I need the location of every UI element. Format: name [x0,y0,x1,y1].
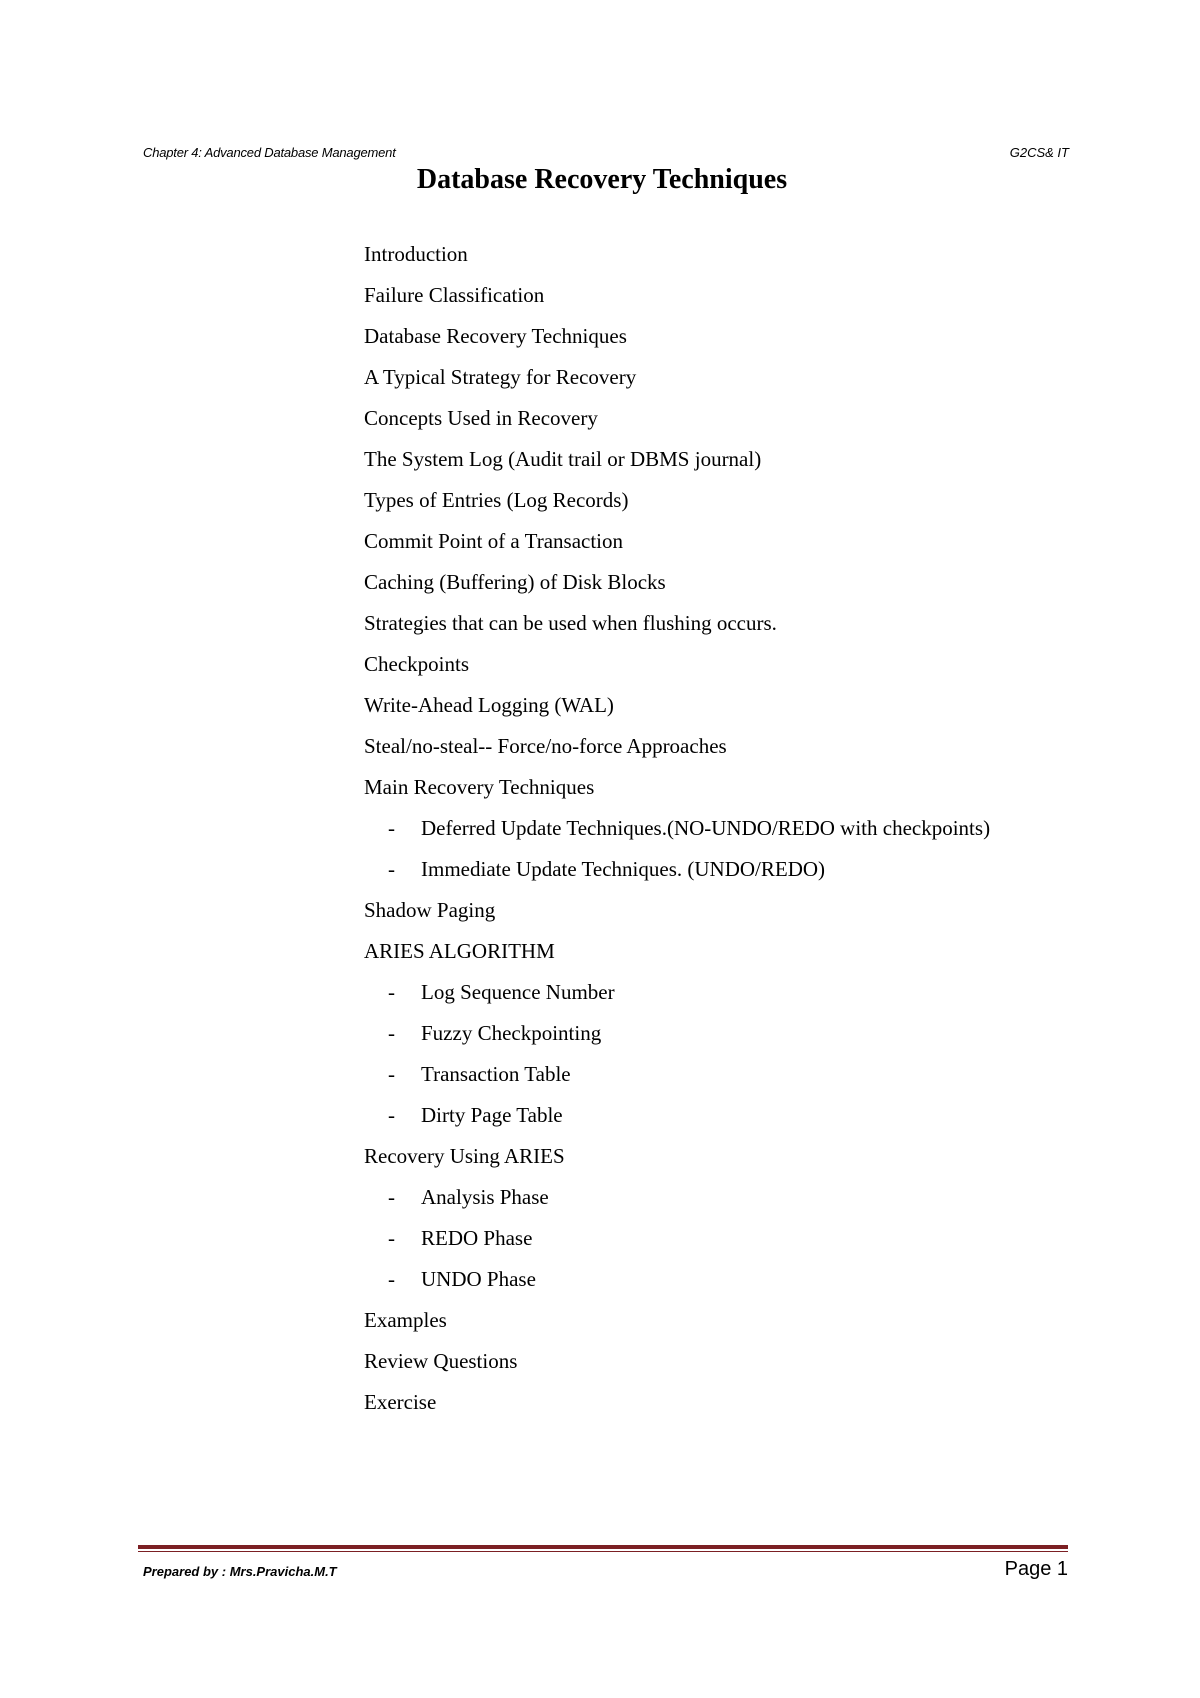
bullet-dash: - [388,1103,395,1127]
toc-item-text: Examples [364,1308,447,1332]
toc-subitem [364,976,990,1017]
toc-item [364,771,990,812]
toc-item-text: Types of Entries (Log Records) [364,488,629,512]
toc-subitem [364,1017,990,1058]
document-title: Database Recovery Techniques [416,164,788,195]
toc-item [364,1345,990,1386]
toc-item [364,1304,990,1345]
bullet-dash: - [388,1021,395,1045]
toc-item [364,484,990,525]
toc-item [364,1140,990,1181]
toc-item [364,361,990,402]
toc-item-text: Recovery Using ARIES [364,1144,565,1168]
toc-item [364,566,990,607]
toc-item [364,402,990,443]
toc-item-text: The System Log (Audit trail or DBMS journal) [364,447,762,471]
toc-item [364,648,990,689]
toc-item-text: A Typical Strategy for Recovery [364,365,637,389]
toc-item-text: REDO Phase [421,1226,533,1250]
toc-item-text: Database Recovery Techniques [364,324,627,348]
toc-subitem [364,1222,990,1263]
bullet-dash: - [388,1185,395,1209]
table-of-contents [364,238,990,1427]
toc-item-text: Transaction Table [421,1062,571,1086]
toc-item-text: Checkpoints [364,652,469,676]
toc-item [364,935,990,976]
toc-item [364,689,990,730]
toc-item-text: Immediate Update Techniques. (UNDO/REDO) [421,857,826,881]
toc-item-text: ARIES ALGORITHM [364,939,555,963]
toc-item-text: Commit Point of a Transaction [364,529,624,553]
toc-item-text: UNDO Phase [421,1267,536,1291]
toc-item-text: Exercise [364,1390,437,1414]
toc-item-text: Steal/no-steal-- Force/no-force Approaches [364,734,727,758]
toc-item [364,730,990,771]
bullet-dash: - [388,980,395,1004]
toc-subitem [364,853,990,894]
toc-subitem [364,812,990,853]
toc-item [364,525,990,566]
bullet-dash: - [388,816,395,840]
toc-item-text: Concepts Used in Recovery [364,406,598,430]
toc-item [364,279,990,320]
toc-item [364,607,990,648]
toc-item-text: Write-Ahead Logging (WAL) [364,693,614,717]
toc-subitem [364,1058,990,1099]
bullet-dash: - [388,1226,395,1250]
toc-item [364,894,990,935]
page-header-course: G2CS& IT [1009,145,1069,160]
toc-subitem [364,1263,990,1304]
toc-item-text: Log Sequence Number [421,980,615,1004]
toc-item-text: Dirty Page Table [421,1103,563,1127]
toc-item-text: Shadow Paging [364,898,496,922]
toc-item-text: Analysis Phase [421,1185,549,1209]
toc-item-text: Main Recovery Techniques [364,775,595,799]
toc-item [364,238,990,279]
toc-item [364,1386,990,1427]
footer-divider-thick-line [138,1545,1068,1549]
toc-item-text: Caching (Buffering) of Disk Blocks [364,570,666,594]
toc-item-text: Strategies that can be used when flushing occurs. [364,611,777,635]
toc-item-text: Review Questions [364,1349,518,1373]
bullet-dash: - [388,857,395,881]
page-number: Page 1 [1004,1558,1068,1580]
toc-item [364,320,990,361]
toc-subitem [364,1099,990,1140]
toc-item-text: Failure Classification [364,283,545,307]
page-header-chapter: Chapter 4: Advanced Database Management [143,145,396,160]
toc-subitem [364,1181,990,1222]
footer-divider-thin-line [138,1551,1068,1552]
bullet-dash: - [388,1267,395,1291]
toc-item [364,443,990,484]
bullet-dash: - [388,1062,395,1086]
toc-item-text: Introduction [364,242,468,266]
toc-item-text: Deferred Update Techniques.(NO-UNDO/REDO with checkpoints) [421,816,991,840]
toc-item-text: Fuzzy Checkpointing [421,1021,602,1045]
footer-author: Prepared by : Mrs.Pravicha.M.T [143,1564,337,1579]
